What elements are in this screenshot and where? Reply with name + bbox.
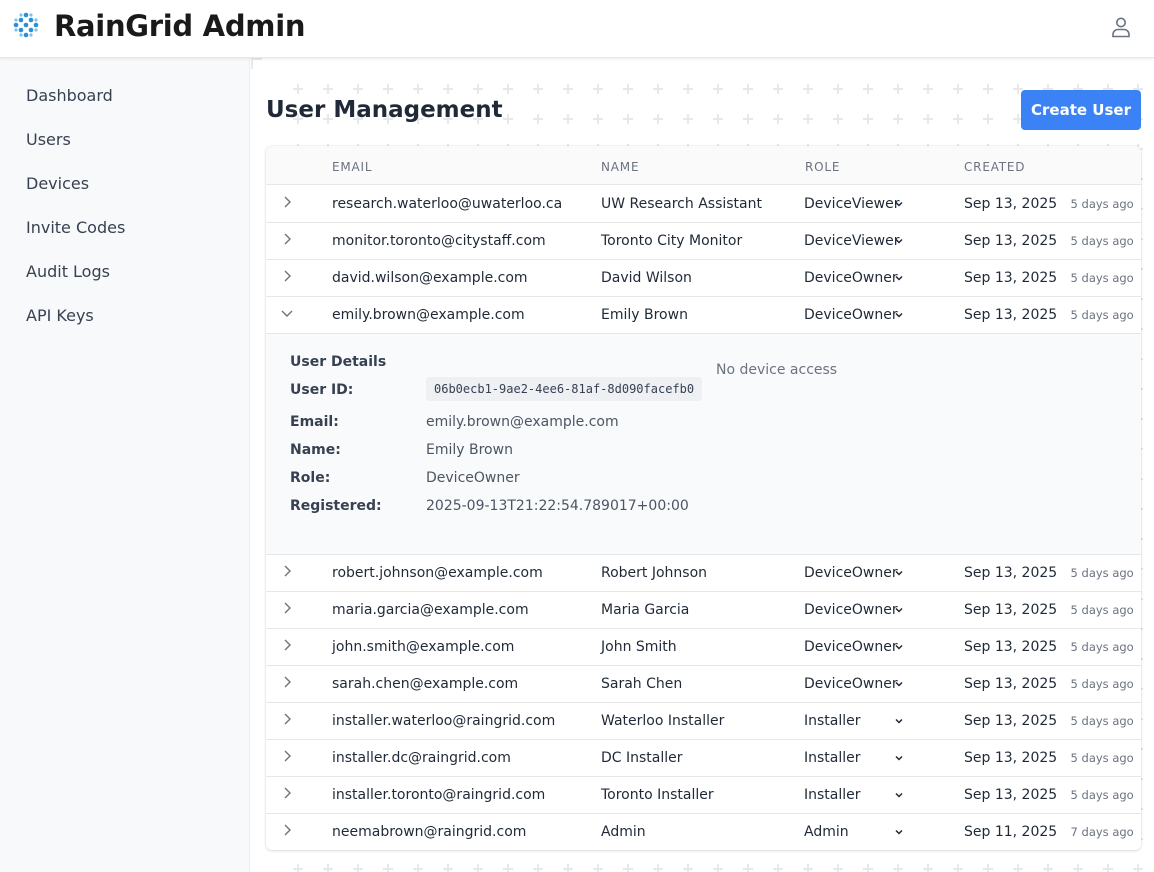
chevron-down-icon — [894, 827, 904, 837]
table-row[interactable] — [266, 814, 1141, 850]
chevron-down-icon — [894, 679, 904, 689]
table-row[interactable] — [266, 666, 1141, 703]
role-select[interactable] — [804, 676, 906, 693]
email-label: Email: — [290, 414, 339, 430]
created-date-value: Sep 13, 2025 — [964, 307, 1058, 323]
table-row[interactable] — [266, 703, 1141, 740]
table-row[interactable] — [266, 555, 1141, 592]
created-relative: 7 days ago — [1070, 825, 1134, 839]
app-title: RainGrid Admin — [54, 9, 306, 43]
created-date — [964, 270, 1134, 287]
created-relative: 5 days ago — [1070, 603, 1134, 617]
email-value: emily.brown@example.com — [426, 414, 619, 430]
create-user-button[interactable]: Create User — [1021, 90, 1141, 130]
role-select[interactable] — [804, 196, 906, 213]
created-relative: 5 days ago — [1070, 308, 1134, 322]
created-date-value: Sep 13, 2025 — [964, 787, 1058, 803]
chevron-right-icon[interactable] — [280, 269, 294, 283]
page-title: User Management — [266, 97, 503, 123]
chevron-right-icon[interactable] — [280, 786, 294, 800]
role-label: Role: — [290, 470, 331, 486]
user-name: Toronto City Monitor — [601, 233, 743, 249]
created-date — [964, 602, 1134, 619]
table-row[interactable] — [266, 777, 1141, 814]
role-select[interactable] — [804, 602, 906, 619]
created-date-value: Sep 13, 2025 — [964, 713, 1058, 729]
created-relative: 5 days ago — [1070, 677, 1134, 691]
user-email: monitor.toronto@citystaff.com — [332, 233, 546, 249]
chevron-right-icon[interactable] — [280, 749, 294, 763]
role-value: DeviceOwner — [804, 676, 898, 692]
created-date — [964, 565, 1134, 582]
sidebar-item-audit-logs[interactable]: Audit Logs — [26, 262, 110, 281]
role-select[interactable] — [804, 270, 906, 287]
user-icon[interactable] — [1109, 15, 1133, 39]
role-select[interactable] — [804, 639, 906, 656]
user-email: installer.toronto@raingrid.com — [332, 787, 546, 803]
chevron-down-icon — [894, 568, 904, 578]
user-details-panel — [266, 334, 1141, 555]
created-date — [964, 639, 1134, 656]
column-header-email: EMAIL — [332, 160, 373, 174]
chevron-down-icon[interactable] — [280, 306, 294, 320]
role-select[interactable] — [804, 824, 906, 841]
role-select[interactable] — [804, 787, 906, 804]
registered-value: 2025-09-13T21:22:54.789017+00:00 — [426, 498, 689, 514]
role-value: DeviceOwner — [426, 470, 520, 486]
role-value: DeviceViewer — [804, 233, 900, 249]
user-email: maria.garcia@example.com — [332, 602, 529, 618]
user-name: Admin — [601, 824, 646, 840]
chevron-down-icon — [894, 753, 904, 763]
created-date-value: Sep 13, 2025 — [964, 565, 1058, 581]
user-id-label: User ID: — [290, 382, 354, 398]
role-select[interactable] — [804, 750, 906, 767]
created-relative: 5 days ago — [1070, 714, 1134, 728]
user-name: DC Installer — [601, 750, 683, 766]
user-email: neemabrown@raingrid.com — [332, 824, 527, 840]
role-value: Installer — [804, 750, 861, 766]
chevron-down-icon — [894, 273, 904, 283]
user-name: John Smith — [601, 639, 677, 655]
created-date — [964, 196, 1134, 213]
created-relative: 5 days ago — [1070, 271, 1134, 285]
user-name: Emily Brown — [601, 307, 688, 323]
user-name: Toronto Installer — [601, 787, 714, 803]
created-date — [964, 713, 1134, 730]
role-select[interactable] — [804, 565, 906, 582]
role-value: DeviceOwner — [804, 639, 898, 655]
user-email: robert.johnson@example.com — [332, 565, 543, 581]
role-select[interactable] — [804, 713, 906, 730]
user-id-value: 06b0ecb1-9ae2-4ee6-81af-8d090facefb0 — [426, 377, 702, 401]
user-name: Robert Johnson — [601, 565, 708, 581]
sidebar-item-dashboard[interactable]: Dashboard — [26, 86, 113, 105]
created-relative: 5 days ago — [1070, 234, 1134, 248]
user-name: Waterloo Installer — [601, 713, 725, 729]
user-email: research.waterloo@uwaterloo.ca — [332, 196, 563, 212]
user-name: David Wilson — [601, 270, 692, 286]
chevron-down-icon — [894, 790, 904, 800]
raingrid-logo-icon — [10, 11, 42, 43]
table-row-expanded[interactable] — [266, 297, 1141, 334]
role-value: DeviceOwner — [804, 270, 898, 286]
user-email: installer.dc@raingrid.com — [332, 750, 511, 766]
chevron-right-icon[interactable] — [280, 601, 294, 615]
chevron-down-icon — [894, 716, 904, 726]
users-table — [266, 146, 1141, 850]
chevron-right-icon[interactable] — [280, 232, 294, 246]
sidebar — [0, 58, 250, 872]
name-label: Name: — [290, 442, 341, 458]
role-value: Installer — [804, 787, 861, 803]
role-value: Installer — [804, 713, 861, 729]
role-value: DeviceViewer — [804, 196, 900, 212]
chevron-down-icon — [894, 310, 904, 320]
table-row[interactable] — [266, 629, 1141, 666]
column-header-role: ROLE — [805, 160, 841, 174]
table-row[interactable] — [266, 223, 1141, 260]
chevron-right-icon[interactable] — [280, 675, 294, 689]
chevron-down-icon — [894, 199, 904, 209]
role-value: DeviceOwner — [804, 565, 898, 581]
top-bar — [0, 0, 1154, 58]
sidebar-item-users[interactable]: Users — [26, 130, 71, 149]
user-email: sarah.chen@example.com — [332, 676, 519, 692]
user-email: installer.waterloo@raingrid.com — [332, 713, 556, 729]
created-date-value: Sep 13, 2025 — [964, 233, 1058, 249]
table-header — [266, 146, 1141, 185]
chevron-right-icon[interactable] — [280, 823, 294, 837]
column-header-created: CREATED — [964, 160, 1026, 174]
chevron-right-icon[interactable] — [280, 638, 294, 652]
created-date-value: Sep 11, 2025 — [964, 824, 1058, 840]
table-row[interactable] — [266, 740, 1141, 777]
user-name: Sarah Chen — [601, 676, 683, 692]
created-date — [964, 307, 1134, 324]
column-header-name: NAME — [601, 160, 640, 174]
device-access-status: No device access — [716, 362, 838, 378]
chevron-right-icon[interactable] — [280, 564, 294, 578]
created-date-value: Sep 13, 2025 — [964, 196, 1058, 212]
user-details-heading: User Details — [290, 354, 387, 370]
created-relative: 5 days ago — [1070, 640, 1134, 654]
created-relative: 5 days ago — [1070, 788, 1134, 802]
created-relative: 5 days ago — [1070, 197, 1134, 211]
created-date — [964, 233, 1134, 250]
role-value: Admin — [804, 824, 849, 840]
created-date — [964, 676, 1134, 693]
sidebar-item-invite-codes[interactable]: Invite Codes — [26, 218, 126, 237]
role-select[interactable] — [804, 307, 906, 324]
chevron-right-icon[interactable] — [280, 195, 294, 209]
chevron-down-icon — [894, 642, 904, 652]
user-name: Maria Garcia — [601, 602, 690, 618]
registered-label: Registered: — [290, 498, 382, 514]
main-content — [251, 58, 1154, 872]
user-name: UW Research Assistant — [601, 196, 762, 212]
user-email: emily.brown@example.com — [332, 307, 525, 323]
chevron-down-icon — [894, 605, 904, 615]
created-date — [964, 787, 1134, 804]
name-value: Emily Brown — [426, 442, 513, 458]
created-date — [964, 824, 1134, 841]
sidebar-item-devices[interactable]: Devices — [26, 174, 90, 193]
created-date-value: Sep 13, 2025 — [964, 676, 1058, 692]
table-row[interactable] — [266, 260, 1141, 297]
table-row[interactable] — [266, 592, 1141, 629]
role-value: DeviceOwner — [804, 602, 898, 618]
created-date-value: Sep 13, 2025 — [964, 750, 1058, 766]
sidebar-item-api-keys[interactable]: API Keys — [26, 306, 94, 325]
user-email: david.wilson@example.com — [332, 270, 528, 286]
table-row[interactable] — [266, 186, 1141, 223]
role-select[interactable] — [804, 233, 906, 250]
created-date-value: Sep 13, 2025 — [964, 602, 1058, 618]
user-email: john.smith@example.com — [332, 639, 515, 655]
created-date-value: Sep 13, 2025 — [964, 270, 1058, 286]
created-date-value: Sep 13, 2025 — [964, 639, 1058, 655]
created-relative: 5 days ago — [1070, 566, 1134, 580]
chevron-down-icon — [894, 236, 904, 246]
role-value: DeviceOwner — [804, 307, 898, 323]
created-relative: 5 days ago — [1070, 751, 1134, 765]
chevron-right-icon[interactable] — [280, 712, 294, 726]
created-date — [964, 750, 1134, 767]
